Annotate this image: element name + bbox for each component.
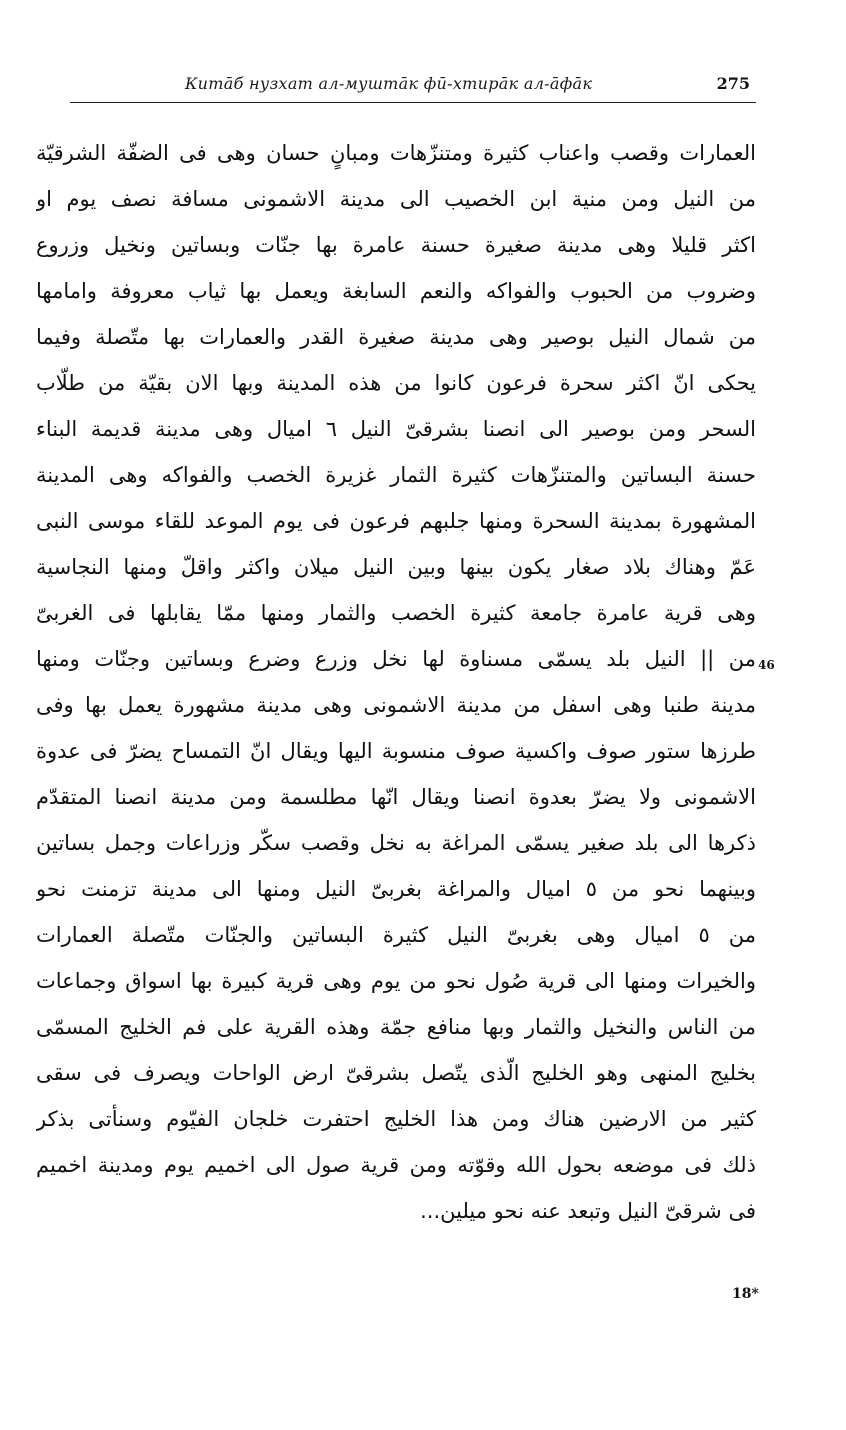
text-line: المشهورة بمدينة السحرة ومنها جلبهم فرعون فى يوم الموعد للقاء موسى النبى (36, 509, 756, 533)
page-number: 275 (716, 74, 750, 93)
text-line: كثير من الارضين هناك ومن هذا الخليج احتفرت خلجان الفيّوم وسنأتى بذكر (36, 1107, 756, 1131)
text-line: مدينة طنبا وهى اسفل من مدينة الاشمونى وهى مدينة مشهورة يعمل بها وفى (36, 693, 756, 717)
text-line: ذكرها الى بلد صغير يسمّى المراغة به نخل وقصب سكّر وزراعات وجمل بساتين (36, 831, 756, 855)
text-line: من || النيل بلد يسمّى مسناوة لها نخل وزرع وضرع وبساتين وجنّات ومنها (36, 647, 756, 671)
text-line: عَمّ وهناك بلاد صغار يكون بينها وبين النيل ميلان واكثر واقلّ ومنها النجاسية (36, 555, 756, 579)
text-line: يحكى انّ اكثر سحرة فرعون كانوا من هذه المدينة وبها الان بقيّة من طلّاب (36, 371, 756, 395)
text-line: بخليج المنهى وهو الخليج الّذى يتّصل بشرقىّ ارض الواحات ويصرف فى سقى (36, 1061, 756, 1085)
text-line: اكثر قليلا وهى مدينة صغيرة حسنة عامرة بها جنّات وبساتين ونخيل وزروع (36, 233, 756, 257)
text-line: من النيل ومن منية ابن الخصيب الى مدينة الاشمونى مسافة نصف يوم او (36, 187, 756, 211)
text-line-last: فى شرقىّ النيل وتبعد عنه نحو ميلين... (420, 1199, 756, 1223)
running-header (70, 72, 756, 98)
signature-mark: 18* (732, 1286, 759, 1302)
margin-folio-marker: 46 (758, 658, 775, 672)
arabic-text-block (36, 130, 756, 1234)
text-line: ذلك فى موضعه بحول الله وقوّته ومن قرية صول الى اخميم يوم ومدينة اخميم (36, 1153, 756, 1177)
text-line: وضروب من الحبوب والفواكه والنعم السابغة ويعمل بها ثياب معروفة وامامها (36, 279, 756, 303)
text-line: والخيرات ومنها الى قرية صُول نحو من يوم وهى قرية كبيرة بها اسواق وجماعات (36, 969, 756, 993)
text-line: الاشمونى ولا يضرّ بعدوة انصنا ويقال انّها مطلسمة ومن مدينة انصنا المتقدّم (36, 785, 756, 809)
text-line: من ٥ اميال وهى بغربىّ النيل كثيرة البساتين والجنّات متّصلة العمارات (36, 923, 756, 947)
text-line: السحر ومن بوصير الى انصنا بشرقىّ النيل ٦ اميال وهى مدينة قديمة البناء (36, 417, 756, 441)
text-line: طرزها ستور صوف واكسية صوف منسوبة اليها ويقال انّ التمساح يضرّ فى عدوة (36, 739, 756, 763)
header-rule (70, 102, 756, 103)
text-line: حسنة البساتين والمتنزّهات كثيرة الثمار غزيرة الخصب والفواكه وهى المدينة (36, 463, 756, 487)
text-line: وبينهما نحو من ٥ اميال والمراغة بغربىّ النيل ومنها الى مدينة تزمنت نحو (36, 877, 756, 901)
running-title: Китāб нузхат ал-муштāк фū-хтирāк ал-āфāк (185, 74, 593, 93)
text-line: من شمال النيل بوصير وهى مدينة صغيرة القدر والعمارات بها متّصلة وفيما (36, 325, 756, 349)
text-line: وهى قرية عامرة جامعة كثيرة الخصب والثمار ومنها ممّا يقابلها فى الغربىّ (36, 601, 756, 625)
text-line: من الناس والنخيل والثمار وبها منافع جمّة وهذه القرية على فم الخليج المسمّى (36, 1015, 756, 1039)
text-line: العمارات وقصب واعناب كثيرة ومتنزّهات ومبانٍ حسان وهى فى الضفّة الشرقيّة (36, 141, 756, 165)
